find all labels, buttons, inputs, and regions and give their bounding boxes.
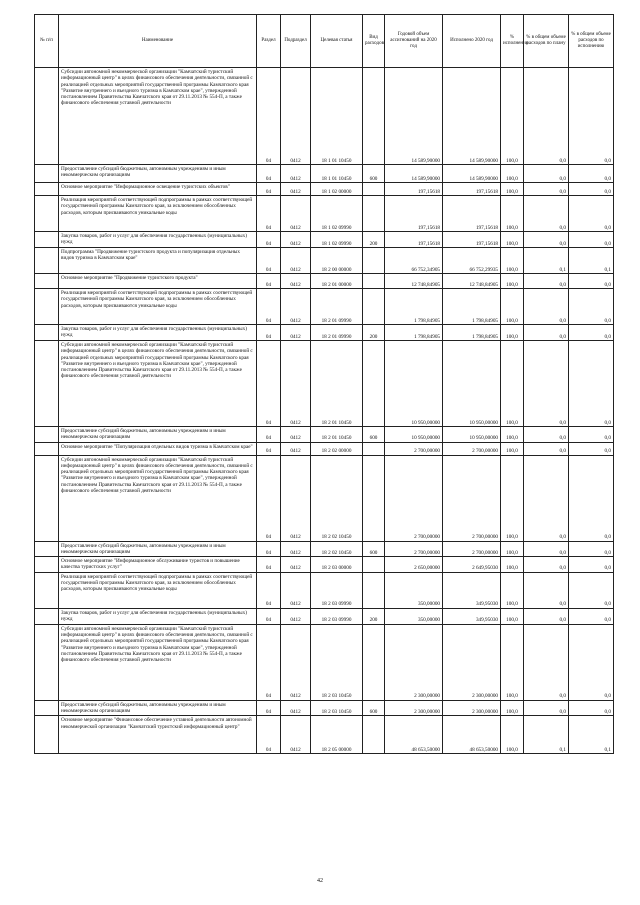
- row-plan: 66 752,34905: [385, 248, 443, 274]
- row-podrazdel: 0412: [281, 165, 311, 183]
- row-razdel: 04: [257, 183, 281, 196]
- header-plan: Годовой объем ассигнований на 2020 год: [385, 15, 443, 68]
- row-target-article: 18 2 01 10450: [311, 427, 363, 443]
- row-target-article: 18 1 01 10450: [311, 68, 363, 165]
- row-razdel: 04: [257, 541, 281, 557]
- row-razdel: 04: [257, 289, 281, 325]
- row-podrazdel: 0412: [281, 608, 311, 624]
- row-podrazdel: 0412: [281, 325, 311, 341]
- row-razdel: 04: [257, 608, 281, 624]
- row-razdel: 04: [257, 341, 281, 427]
- row-share-plan: 0,0: [524, 325, 569, 341]
- row-target-article: 18 2 01 00000: [311, 274, 363, 289]
- row-fact: 2 649,95030: [443, 557, 501, 573]
- row-podrazdel: 0412: [281, 289, 311, 325]
- row-target-article: 18 2 03 09990: [311, 572, 363, 608]
- row-plan: 1 798,84905: [385, 325, 443, 341]
- row-percent: 100,0: [501, 341, 524, 427]
- row-name: Реализация мероприятий соответствующей подпрограммы в рамках соответствующей государственной программы Камчатского края, за исключением обособленных расходов, которым присваиваются уникальные коды: [59, 196, 257, 232]
- row-target-article: 18 1 02 09990: [311, 196, 363, 232]
- row-podrazdel: 0412: [281, 427, 311, 443]
- row-percent: 100,0: [501, 700, 524, 716]
- row-plan: 1 798,84905: [385, 289, 443, 325]
- row-share-fact: 0,0: [569, 442, 614, 455]
- row-target-article: 18 2 03 00000: [311, 557, 363, 573]
- row-name: Предоставление субсидий бюджетным, автономным учреждениям и иным некоммерческим организациям: [59, 541, 257, 557]
- row-plan: 197,15618: [385, 196, 443, 232]
- row-number: [35, 289, 59, 325]
- row-podrazdel: 0412: [281, 700, 311, 716]
- row-percent: 100,0: [501, 557, 524, 573]
- row-name: Закупка товаров, работ и услуг для обеспечения государственных (муниципальных) нужд: [59, 325, 257, 341]
- row-share-fact: 0,0: [569, 232, 614, 248]
- budget-table: [34, 14, 614, 754]
- row-share-fact: 0,1: [569, 248, 614, 274]
- row-share-fact: 0,0: [569, 165, 614, 183]
- row-name: Закупка товаров, работ и услуг для обеспечения государственных (муниципальных) нужд: [59, 232, 257, 248]
- row-plan: 10 950,00000: [385, 341, 443, 427]
- table-row: [35, 716, 614, 754]
- row-percent: 100,0: [501, 68, 524, 165]
- row-podrazdel: 0412: [281, 232, 311, 248]
- row-share-plan: 0,0: [524, 624, 569, 700]
- row-expense-type: [363, 557, 385, 573]
- row-fact: 197,15618: [443, 232, 501, 248]
- header-pct: % исполнения: [501, 15, 524, 68]
- row-number: [35, 274, 59, 289]
- row-percent: 100,0: [501, 165, 524, 183]
- row-target-article: 18 2 03 10450: [311, 700, 363, 716]
- row-number: [35, 165, 59, 183]
- row-name: Основное мероприятие "Продвижение туристского продукта": [59, 274, 257, 289]
- row-expense-type: [363, 183, 385, 196]
- row-share-fact: 0,0: [569, 608, 614, 624]
- row-fact: 1 798,84905: [443, 289, 501, 325]
- table-row: [35, 608, 614, 624]
- row-share-fact: 0,0: [569, 183, 614, 196]
- row-share-fact: 0,0: [569, 289, 614, 325]
- row-fact: 10 950,00000: [443, 427, 501, 443]
- row-target-article: 18 1 02 00000: [311, 183, 363, 196]
- row-share-fact: 0,0: [569, 541, 614, 557]
- row-name: Субсидии автономной некоммерческой организации "Камчатский туристский информационный центр" в целях финансового обеспечения деятельности, связанной с реализацией отдельных мероприятий государственной программы Камчатского края "Развитие внутреннего и въездного туризма в Камчатском крае", утвержденной постановлением Правительства Камчатского края от 29.11.2013 № 554-П, а также финансового обеспечения уставной деятельности: [59, 624, 257, 700]
- row-plan: 2 700,00000: [385, 541, 443, 557]
- table-row: [35, 427, 614, 443]
- header-razdel: Раздел: [257, 15, 281, 68]
- table-row: [35, 165, 614, 183]
- row-fact: 14 589,90000: [443, 165, 501, 183]
- row-fact: 2 700,00000: [443, 455, 501, 541]
- header-target: Целевая статья: [311, 15, 363, 68]
- row-podrazdel: 0412: [281, 541, 311, 557]
- row-share-plan: 0,0: [524, 442, 569, 455]
- row-podrazdel: 0412: [281, 341, 311, 427]
- row-share-fact: 0,0: [569, 68, 614, 165]
- table-row: [35, 700, 614, 716]
- row-number: [35, 232, 59, 248]
- row-target-article: 18 2 02 10450: [311, 541, 363, 557]
- row-share-plan: 0,0: [524, 183, 569, 196]
- row-expense-type: [363, 196, 385, 232]
- row-percent: 100,0: [501, 624, 524, 700]
- row-name: Основное мероприятие "Информационное обслуживание туристов и повышение качества туристских услуг": [59, 557, 257, 573]
- row-podrazdel: 0412: [281, 183, 311, 196]
- row-share-plan: 0,0: [524, 572, 569, 608]
- row-plan: 2 650,00000: [385, 557, 443, 573]
- table-row: [35, 274, 614, 289]
- row-share-fact: 0,0: [569, 427, 614, 443]
- row-percent: 100,0: [501, 608, 524, 624]
- row-number: [35, 196, 59, 232]
- header-podrazdel: Подраздел: [281, 15, 311, 68]
- row-plan: 48 653,50000: [385, 716, 443, 754]
- row-target-article: 18 1 02 09990: [311, 232, 363, 248]
- row-fact: 197,15618: [443, 196, 501, 232]
- row-share-fact: 0,1: [569, 716, 614, 754]
- row-expense-type: 600: [363, 165, 385, 183]
- row-fact: 1 798,84905: [443, 325, 501, 341]
- row-number: [35, 341, 59, 427]
- row-share-fact: 0,0: [569, 572, 614, 608]
- row-percent: 100,0: [501, 442, 524, 455]
- row-target-article: 18 2 00 00000: [311, 248, 363, 274]
- row-share-plan: 0,0: [524, 541, 569, 557]
- row-percent: 100,0: [501, 289, 524, 325]
- row-fact: 48 653,50000: [443, 716, 501, 754]
- row-razdel: 04: [257, 427, 281, 443]
- row-share-fact: 0,0: [569, 624, 614, 700]
- row-razdel: 04: [257, 716, 281, 754]
- row-fact: 12 748,84905: [443, 274, 501, 289]
- table-row: [35, 248, 614, 274]
- row-share-fact: 0,0: [569, 557, 614, 573]
- row-target-article: 18 2 03 09990: [311, 608, 363, 624]
- row-fact: 66 752,29935: [443, 248, 501, 274]
- row-fact: 349,95030: [443, 572, 501, 608]
- row-podrazdel: 0412: [281, 572, 311, 608]
- row-plan: 14 589,90000: [385, 165, 443, 183]
- row-razdel: 04: [257, 232, 281, 248]
- row-percent: 100,0: [501, 232, 524, 248]
- table-row: [35, 341, 614, 427]
- table-row: [35, 325, 614, 341]
- row-plan: 350,00000: [385, 608, 443, 624]
- row-name: Основное мероприятие "Популяризация отдельных видов туризма в Камчатском крае": [59, 442, 257, 455]
- table-header: [35, 15, 614, 68]
- page-number: 42: [317, 878, 323, 884]
- row-expense-type: [363, 274, 385, 289]
- row-expense-type: 600: [363, 427, 385, 443]
- row-percent: 100,0: [501, 183, 524, 196]
- document-page: [34, 14, 613, 754]
- row-share-plan: 0,0: [524, 196, 569, 232]
- row-podrazdel: 0412: [281, 455, 311, 541]
- row-share-fact: 0,0: [569, 325, 614, 341]
- row-number: [35, 608, 59, 624]
- row-expense-type: [363, 289, 385, 325]
- row-fact: 14 589,90000: [443, 68, 501, 165]
- row-target-article: 18 2 05 00000: [311, 716, 363, 754]
- row-expense-type: [363, 248, 385, 274]
- row-expense-type: 200: [363, 232, 385, 248]
- row-number: [35, 624, 59, 700]
- row-name: Предоставление субсидий бюджетным, автономным учреждениям и иным некоммерческим организациям: [59, 427, 257, 443]
- row-share-plan: 0,0: [524, 68, 569, 165]
- row-share-fact: 0,0: [569, 274, 614, 289]
- row-share-plan: 0,0: [524, 232, 569, 248]
- table-row: [35, 232, 614, 248]
- row-share-fact: 0,0: [569, 196, 614, 232]
- row-expense-type: 200: [363, 608, 385, 624]
- row-name: Реализация мероприятий соответствующей подпрограммы в рамках соответствующей государственной программы Камчатского края, за исключением обособленных расходов, которым присваиваются уникальные коды: [59, 572, 257, 608]
- table-row: [35, 196, 614, 232]
- row-target-article: 18 2 02 00000: [311, 442, 363, 455]
- row-name: Предоставление субсидий бюджетным, автономным учреждениям и иным некоммерческим организациям: [59, 165, 257, 183]
- row-share-plan: 0,1: [524, 716, 569, 754]
- row-expense-type: [363, 572, 385, 608]
- row-razdel: 04: [257, 700, 281, 716]
- row-share-fact: 0,0: [569, 455, 614, 541]
- row-share-plan: 0,0: [524, 289, 569, 325]
- row-razdel: 04: [257, 572, 281, 608]
- row-plan: 14 589,90000: [385, 68, 443, 165]
- row-name: Подпрограмма "Продвижение туристского продукта и популяризация отдельных видов туризма в Камчатском крае": [59, 248, 257, 274]
- row-name: Реализация мероприятий соответствующей подпрограммы в рамках соответствующей государственной программы Камчатского края, за исключением обособленных расходов, которым присваиваются уникальные коды: [59, 289, 257, 325]
- row-name: Закупка товаров, работ и услуг для обеспечения государственных (муниципальных) нужд: [59, 608, 257, 624]
- row-razdel: 04: [257, 274, 281, 289]
- row-percent: 100,0: [501, 716, 524, 754]
- row-expense-type: [363, 716, 385, 754]
- row-share-plan: 0,0: [524, 700, 569, 716]
- row-name: Основное мероприятие "Информационное освещение туристских объектов": [59, 183, 257, 196]
- row-share-plan: 0,0: [524, 341, 569, 427]
- row-share-plan: 0,0: [524, 165, 569, 183]
- row-expense-type: 200: [363, 325, 385, 341]
- row-number: [35, 455, 59, 541]
- row-razdel: 04: [257, 442, 281, 455]
- row-fact: 10 950,00000: [443, 341, 501, 427]
- row-razdel: 04: [257, 248, 281, 274]
- row-expense-type: [363, 455, 385, 541]
- row-razdel: 04: [257, 165, 281, 183]
- table-row: [35, 541, 614, 557]
- row-podrazdel: 0412: [281, 248, 311, 274]
- row-number: [35, 541, 59, 557]
- row-percent: 100,0: [501, 248, 524, 274]
- row-percent: 100,0: [501, 196, 524, 232]
- row-podrazdel: 0412: [281, 442, 311, 455]
- row-expense-type: [363, 442, 385, 455]
- row-target-article: 18 2 02 10450: [311, 455, 363, 541]
- row-expense-type: 600: [363, 541, 385, 557]
- row-share-fact: 0,0: [569, 341, 614, 427]
- row-plan: 2 300,00000: [385, 700, 443, 716]
- row-share-plan: 0,0: [524, 455, 569, 541]
- header-share-plan: % в общем объеме расходов по плану: [524, 15, 569, 68]
- row-target-article: 18 2 01 09990: [311, 289, 363, 325]
- row-fact: 197,15618: [443, 183, 501, 196]
- row-name: Субсидии автономной некоммерческой организации "Камчатский туристский информационный центр" в целях финансового обеспечения деятельности, связанной с реализацией отдельных мероприятий государственной программы Камчатского края "Развитие внутреннего и въездного туризма в Камчатском крае", утвержденной постановлением Правительства Камчатского края от 29.11.2013 № 554-П, а также финансового обеспечения уставной деятельности: [59, 341, 257, 427]
- row-percent: 100,0: [501, 427, 524, 443]
- row-fact: 2 700,00000: [443, 541, 501, 557]
- table-row: [35, 624, 614, 700]
- row-plan: 2 700,00000: [385, 442, 443, 455]
- row-fact: 2 700,00000: [443, 442, 501, 455]
- header-fact: Исполнено 2020 год: [443, 15, 501, 68]
- row-target-article: 18 1 01 10450: [311, 165, 363, 183]
- row-number: [35, 183, 59, 196]
- row-number: [35, 442, 59, 455]
- row-podrazdel: 0412: [281, 196, 311, 232]
- row-podrazdel: 0412: [281, 716, 311, 754]
- row-share-plan: 0,1: [524, 248, 569, 274]
- header-vr: Вид расходов: [363, 15, 385, 68]
- row-name: Предоставление субсидий бюджетным, автономным учреждениям и иным некоммерческим организациям: [59, 700, 257, 716]
- table-row: [35, 455, 614, 541]
- table-row: [35, 68, 614, 165]
- header-num: № п/п: [35, 15, 59, 68]
- row-share-plan: 0,0: [524, 608, 569, 624]
- row-number: [35, 325, 59, 341]
- table-row: [35, 183, 614, 196]
- row-number: [35, 68, 59, 165]
- table-row: [35, 442, 614, 455]
- row-number: [35, 557, 59, 573]
- row-expense-type: [363, 624, 385, 700]
- row-razdel: 04: [257, 68, 281, 165]
- row-name: Основное мероприятие "Финансовое обеспечение уставной деятельности автономной некоммерческой организации "Камчатский туристский информационный центр": [59, 716, 257, 754]
- row-razdel: 04: [257, 325, 281, 341]
- row-share-plan: 0,0: [524, 557, 569, 573]
- row-expense-type: 600: [363, 700, 385, 716]
- row-number: [35, 716, 59, 754]
- row-plan: 197,15618: [385, 232, 443, 248]
- row-percent: 100,0: [501, 455, 524, 541]
- row-number: [35, 700, 59, 716]
- row-plan: 10 950,00000: [385, 427, 443, 443]
- row-number: [35, 248, 59, 274]
- row-percent: 100,0: [501, 572, 524, 608]
- row-percent: 100,0: [501, 325, 524, 341]
- header-share-fact: % в общем объеме расходов по исполнению: [569, 15, 614, 68]
- row-target-article: 18 2 01 09990: [311, 325, 363, 341]
- row-podrazdel: 0412: [281, 624, 311, 700]
- row-target-article: 18 2 03 10450: [311, 624, 363, 700]
- row-name: Субсидии автономной некоммерческой организации "Камчатский туристский информационный центр" в целях финансового обеспечения деятельности, связанной с реализацией отдельных мероприятий государственной программы Камчатского края "Развитие внутреннего и въездного туризма в Камчатском крае", утвержденной постановлением Правительства Камчатского края от 29.11.2013 № 554-П, а также финансового обеспечения уставной деятельности: [59, 68, 257, 165]
- row-fact: 349,95030: [443, 608, 501, 624]
- row-expense-type: [363, 68, 385, 165]
- row-plan: 350,00000: [385, 572, 443, 608]
- row-plan: 2 300,00000: [385, 624, 443, 700]
- row-fact: 2 300,00000: [443, 700, 501, 716]
- row-razdel: 04: [257, 196, 281, 232]
- table-body: [35, 68, 614, 754]
- row-podrazdel: 0412: [281, 557, 311, 573]
- row-number: [35, 427, 59, 443]
- row-plan: 2 700,00000: [385, 455, 443, 541]
- row-plan: 197,15618: [385, 183, 443, 196]
- table-row: [35, 289, 614, 325]
- row-razdel: 04: [257, 557, 281, 573]
- row-share-plan: 0,0: [524, 427, 569, 443]
- table-row: [35, 557, 614, 573]
- table-row: [35, 572, 614, 608]
- row-plan: 12 748,84905: [385, 274, 443, 289]
- row-expense-type: [363, 341, 385, 427]
- row-number: [35, 572, 59, 608]
- row-name: Субсидии автономной некоммерческой организации "Камчатский туристский информационный центр" в целях финансового обеспечения деятельности, связанной с реализацией отдельных мероприятий государственной программы Камчатского края "Развитие внутреннего и въездного туризма в Камчатском крае", утвержденной постановлением Правительства Камчатского края от 29.11.2013 № 554-П, а также финансового обеспечения уставной деятельности: [59, 455, 257, 541]
- row-podrazdel: 0412: [281, 68, 311, 165]
- header-name: Наименование: [59, 15, 257, 68]
- row-podrazdel: 0412: [281, 274, 311, 289]
- row-fact: 2 300,00000: [443, 624, 501, 700]
- row-razdel: 04: [257, 455, 281, 541]
- row-share-plan: 0,0: [524, 274, 569, 289]
- row-share-fact: 0,0: [569, 700, 614, 716]
- row-percent: 100,0: [501, 541, 524, 557]
- row-razdel: 04: [257, 624, 281, 700]
- row-percent: 100,0: [501, 274, 524, 289]
- row-target-article: 18 2 01 10450: [311, 341, 363, 427]
